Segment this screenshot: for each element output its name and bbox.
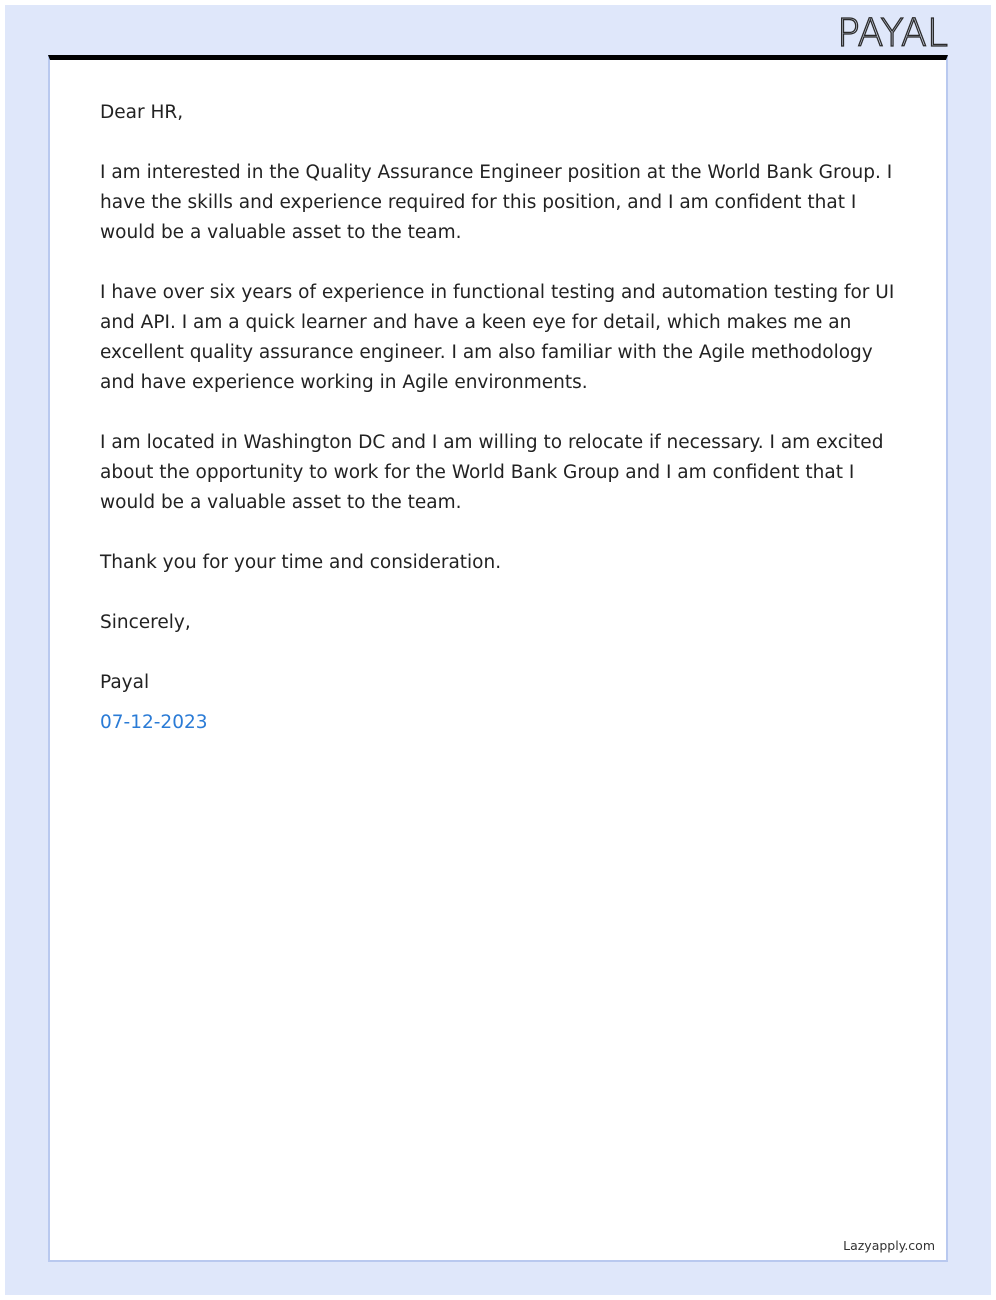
paragraph-experience: I have over six years of experience in functional testing and automation testing for UI and API. I am a quick learner and have a keen eye for detail, which makes me an excellent quality assurance engineer. I am also familiar with the Agile methodology and have experience working in Agile environments. [100,282,895,393]
closing: Sincerely, [100,612,191,633]
paragraph-intro: I am interested in the Quality Assurance Engineer position at the World Bank Group. I have the skills and experience required for this position, and I am confident that I would be a valuable asset to the team. [100,162,893,243]
signature: Payal [100,672,150,693]
letter-date: 07-12-2023 [100,712,208,733]
header-name: PAYAL [837,11,948,55]
footer-brand: Lazyapply.com [843,1238,935,1253]
letter-body [100,98,900,768]
paragraph-thanks: Thank you for your time and consideration. [100,552,502,573]
letter-sheet [48,55,948,1262]
salutation: Dear HR, [100,102,184,123]
paragraph-location: I am located in Washington DC and I am willing to relocate if necessary. I am excited about the opportunity to work for the World Bank Group and I am confident that I would be a valuable asset to the team. [100,432,884,513]
